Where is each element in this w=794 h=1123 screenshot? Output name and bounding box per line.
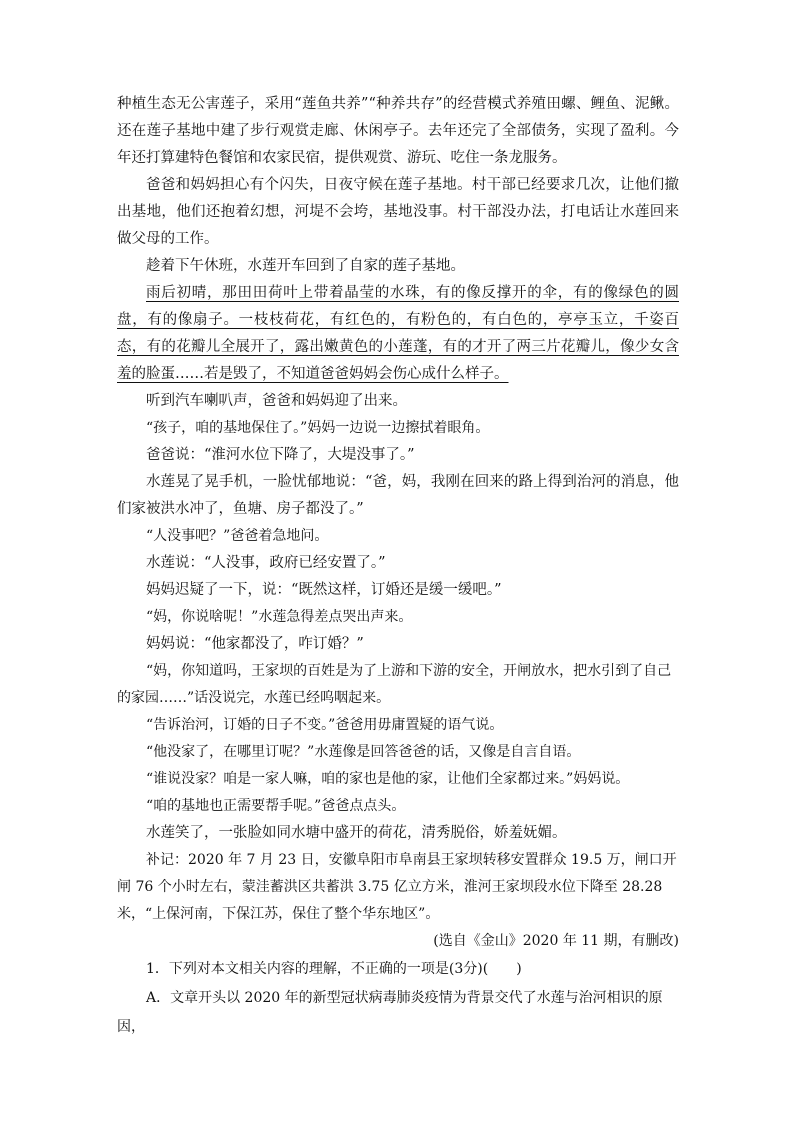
- dialogue-line: 水莲说：“人没事，政府已经安置了。”: [146, 555, 386, 571]
- dialogue-line: 妈妈迟疑了一下，说：“既然这样，订婚还是缓一缓吧。”: [146, 582, 502, 598]
- dialogue-line: “他没家了，在哪里订呢？”水莲像是回答爸爸的话，又像是自言自语。: [146, 744, 581, 760]
- dialogue-line: “人没事吧？”爸爸着急地问。: [146, 528, 329, 544]
- question-stem: 1．下列对本文相关内容的理解，不正确的一项是(3分)( ): [146, 961, 522, 977]
- dialogue-line: “妈，你知道吗，王家坝的百姓是为了上游和下游的安全，开闸放水，把水引到了自己的家园……”话没说完，水莲已经呜咽起来。: [117, 663, 672, 706]
- paragraph-horn: 听到汽车喇叭声，爸爸和妈妈迎了出来。: [146, 393, 407, 409]
- paragraph-return: 趁着下午休班，水莲开车回到了自家的莲子基地。: [146, 258, 465, 274]
- dialogue-line: “孩子，咱的基地保住了。”妈妈一边说一边擦拭着眼角。: [146, 420, 490, 436]
- dialogue-line: “谁说没家？咱是一家人嘛，咱的家也是他的家，让他们全家都过来。”妈妈说。: [146, 771, 630, 787]
- dialogue-line: “告诉治河，订婚的日子不变。”爸爸用毋庸置疑的语气说。: [146, 717, 504, 733]
- source-citation: (选自《金山》2020 年 11 期，有删改): [433, 933, 679, 949]
- paragraph-intro: 种植生态无公害莲子，采用“莲鱼共养”“种养共存”的经营模式养殖田螺、鲤鱼、泥鳅。还在莲子基地中建了步行观赏走廊、休闲亭子。去年还完了全部债务，实现了盈利。今年还打算建特色餐馆和农家民宿，提供观赏、游玩、吃住一条龙服务。: [117, 96, 679, 166]
- paragraph-lotus-description: 雨后初晴，那田田荷叶上带着晶莹的水珠，有的像反撑开的伞，有的像绿色的圆盘，有的像扇子。一枝枝荷花，有红色的，有粉色的，有白色的，亭亭玉立，千姿百态，有的花瓣儿全展开了，露出嫩黄色的小莲蓬，有的才开了两三片花瓣儿，像少女含羞的脸蛋……若是毁了，不知道爸爸妈妈会伤心成什么样子。: [117, 285, 679, 382]
- dialogue-line: 爸爸说：“淮河水位下降了，大堤没事了。”: [146, 447, 415, 463]
- dialogue-line: 妈妈说：“他家都没了，咋订婚？”: [146, 636, 364, 652]
- dialogue-line: “妈，你说啥呢！”水莲急得差点哭出声来。: [146, 609, 413, 625]
- supplementary-note: 补记：2020 年 7 月 23 日，安徽阜阳市阜南县王家坝转移安置群众 19.5 万，闸口开闸 76 个小时左右，蒙洼蓄洪区共蓄洪 3.75 亿立方米，淮河王家坝段水位下降至 28.28 米，“上保河南，下保江苏，保住了整个华东地区”。: [117, 852, 677, 922]
- paragraph-ending: 水莲笑了，一张脸如同水塘中盛开的荷花，清秀脱俗，娇羞妩媚。: [146, 825, 567, 841]
- document-page: [117, 91, 679, 1042]
- question-option-a: A．文章开头以 2020 年的新型冠状病毒肺炎疫情为背景交代了水莲与治河相识的原因，: [117, 990, 663, 1035]
- dialogue-line: 水莲晃了晃手机，一脸忧郁地说：“爸，妈，我刚在回来的路上得到治河的消息，他们家被洪水冲了，鱼塘、房子都没了。”: [117, 474, 679, 517]
- paragraph-parents-worry: 爸爸和妈妈担心有个闪失，日夜守候在莲子基地。村干部已经要求几次，让他们撤出基地，他们还抱着幻想，河堤不会垮，基地没事。村干部没办法，打电话让水莲回来做父母的工作。: [117, 177, 679, 247]
- dialogue-line: “咱的基地也正需要帮手呢。”爸爸点点头。: [146, 798, 406, 814]
